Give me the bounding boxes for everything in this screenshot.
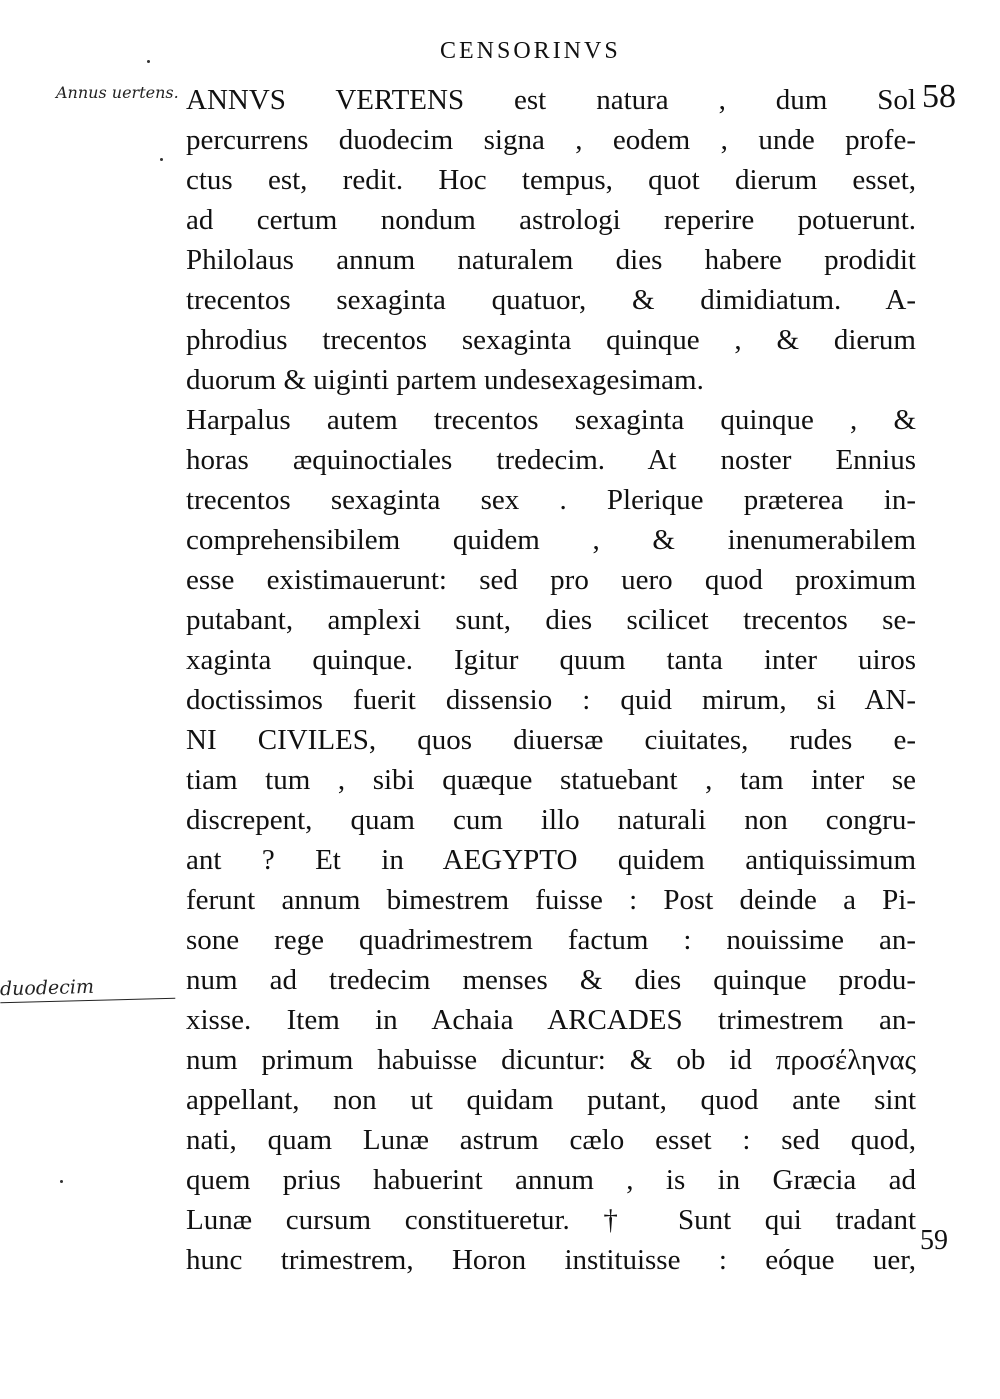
text-line: trecentos sexaginta quatuor, & dimidiatum. A-	[186, 284, 916, 316]
text-line: ferunt annum bimestrem fuisse : Post deinde a Pi-	[186, 884, 916, 916]
text-line: appellant, non ut quidam putant, quod ante sint	[186, 1084, 916, 1116]
speck-mark	[60, 1180, 63, 1183]
text-line: putabant, amplexi sunt, dies scilicet trecentos se-	[186, 604, 916, 636]
text-line: hunc trimestrem, Horon instituisse : eóque uer,	[186, 1244, 916, 1276]
text-line: esse existimauerunt: sed pro uero quod proximum	[186, 564, 916, 596]
text-line: nati, quam Lunæ astrum cælo esset : sed quod,	[186, 1124, 916, 1156]
text-line: xisse. Item in Achaia ARCADES trimestrem an-	[186, 1004, 916, 1036]
speck-mark	[160, 158, 163, 161]
text-line: NI CIVILES, quos diuersæ ciuitates, rudes e-	[186, 724, 916, 756]
text-line: tiam tum , sibi quæque statuebant , tam inter se	[186, 764, 916, 796]
text-line: percurrens duodecim signa , eodem , unde profe-	[186, 124, 916, 156]
text-line: sone rege quadrimestrem factum : nouissime an-	[186, 924, 916, 956]
margin-note-topic: Annus uertens.	[56, 83, 179, 102]
speck-mark	[147, 60, 150, 63]
text-line: doctissimos fuerit dissensio : quid mirum, si AN-	[186, 684, 916, 716]
main-text-block	[186, 80, 916, 1280]
text-line: num primum habuisse dicuntur: & ob id προσέληνας	[186, 1044, 916, 1076]
text-line: ant ? Et in AEGYPTO quidem antiquissimum	[186, 844, 916, 876]
text-line: comprehensibilem quidem , & inenumerabilem	[186, 524, 916, 556]
text-line: trecentos sexaginta sex . Plerique præterea in-	[186, 484, 916, 516]
text-line: Philolaus annum naturalem dies habere prodidit	[186, 244, 916, 276]
text-line: duorum & uiginti partem undesexagesimam.	[186, 364, 704, 396]
folio-number-top: 58	[922, 78, 956, 115]
text-line: horas æquinoctiales tredecim. At noster Ennius	[186, 444, 916, 476]
text-line: quem prius habuerint annum , is in Græcia ad	[186, 1164, 916, 1196]
handwritten-annotation: duodecim	[0, 974, 175, 1004]
text-line: ctus est, redit. Hoc tempus, quot dierum esset,	[186, 164, 916, 196]
text-line: phrodius trecentos sexaginta quinque , & dierum	[186, 324, 916, 356]
folio-number-bottom: 59	[920, 1225, 948, 1256]
text-line: ANNVS VERTENS est natura , dum Sol	[186, 84, 916, 116]
text-line: Lunæ cursum constitueretur. † Sunt qui tradant	[186, 1204, 916, 1236]
text-line: Harpalus autem trecentos sexaginta quinque , &	[186, 404, 916, 436]
text-line: num ad tredecim menses & dies quinque produ-	[186, 964, 916, 996]
running-head: CENSORINVS	[440, 38, 621, 64]
text-line: xaginta quinque. Igitur quum tanta inter uiros	[186, 644, 916, 676]
text-line: ad certum nondum astrologi reperire potuerunt.	[186, 204, 916, 236]
text-line: discrepent, quam cum illo naturali non congru-	[186, 804, 916, 836]
